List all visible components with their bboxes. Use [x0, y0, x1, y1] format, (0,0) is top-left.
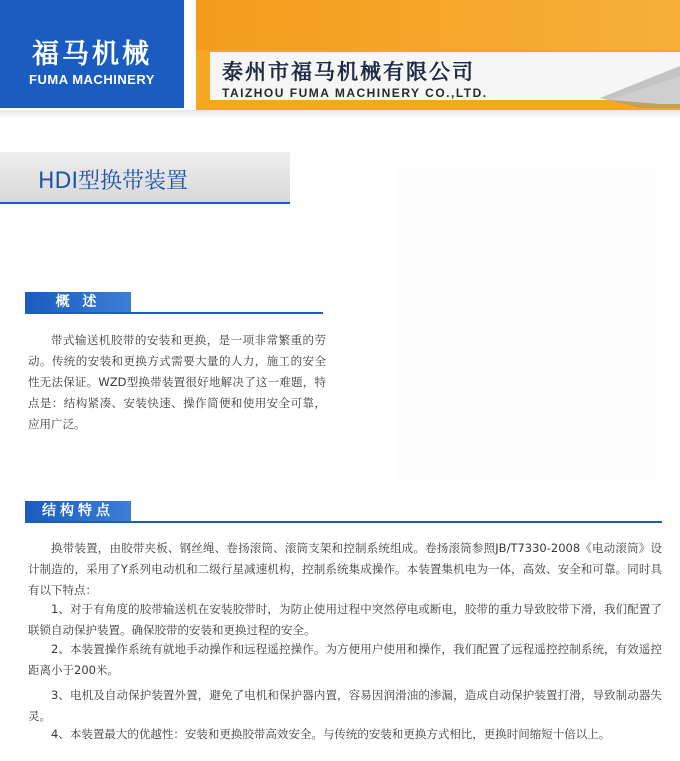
product-photo-area — [398, 168, 656, 480]
feature-item: 3、电机及自动保护装置外置，避免了电机和保护器内置，容易因润滑油的渗漏，造成自动保护装置打滑，导致制动器失灵。 — [28, 688, 662, 723]
logo-text-cn: 福马机械 — [32, 39, 152, 70]
feature-item: 4、本装置最大的优越性：安装和更换胶带高效安全。与传统的安装和更换方式相比，更换时间缩短十倍以上。 — [51, 727, 611, 741]
logo-text-en: FUMA MACHINERY — [29, 72, 155, 87]
overview-rule — [25, 312, 323, 314]
features-heading: 结构特点 — [25, 501, 131, 521]
features-intro: 换带装置，由胶带夹板、钢丝绳、卷扬滚筒、滚筒支架和控制系统组成。卷扬滚筒参照JB/T7330-2008《电动滚筒》设计制造的，采用了Y系列电动机和二级行星减速机构，控制系统集成操作。本装置集机电为一体，高效、安全和可靠。同时具有以下特点： — [28, 541, 662, 597]
header-banner — [0, 0, 680, 120]
title-band-underline — [0, 202, 290, 204]
overview-paragraph: 带式输送机胶带的安装和更换，是一项非常繁重的劳动。传统的安装和更换方式需要大量的人力，施工的安全性无法保证。WZD型换带装置很好地解决了这一难题，特点是：结构紧凑、安装快速、操作简便和使用安全可靠，应用广泛。 — [28, 333, 326, 431]
features-rule — [25, 521, 662, 523]
company-name-en: TAIZHOU FUMA MACHINERY CO.,LTD. — [222, 86, 488, 100]
feature-item: 2、本装置操作系统有就地手动操作和远程遥控操作。为方便用户使用和操作，我们配置了远程遥控控制系统，有效遥控距离小于200米。 — [28, 642, 662, 677]
company-name-cn: 泰州市福马机械有限公司 — [222, 59, 475, 84]
header-divider — [0, 110, 680, 118]
page-title: HDI型换带装置 — [38, 169, 188, 194]
feature-item: 1、对于有角度的胶带输送机在安装胶带时，为防止使用过程中突然停电或断电，胶带的重力导致胶带下滑，我们配置了联锁自动保护装置。确保胶带的安装和更换过程的安全。 — [28, 602, 662, 637]
overview-heading: 概 述 — [25, 292, 131, 312]
